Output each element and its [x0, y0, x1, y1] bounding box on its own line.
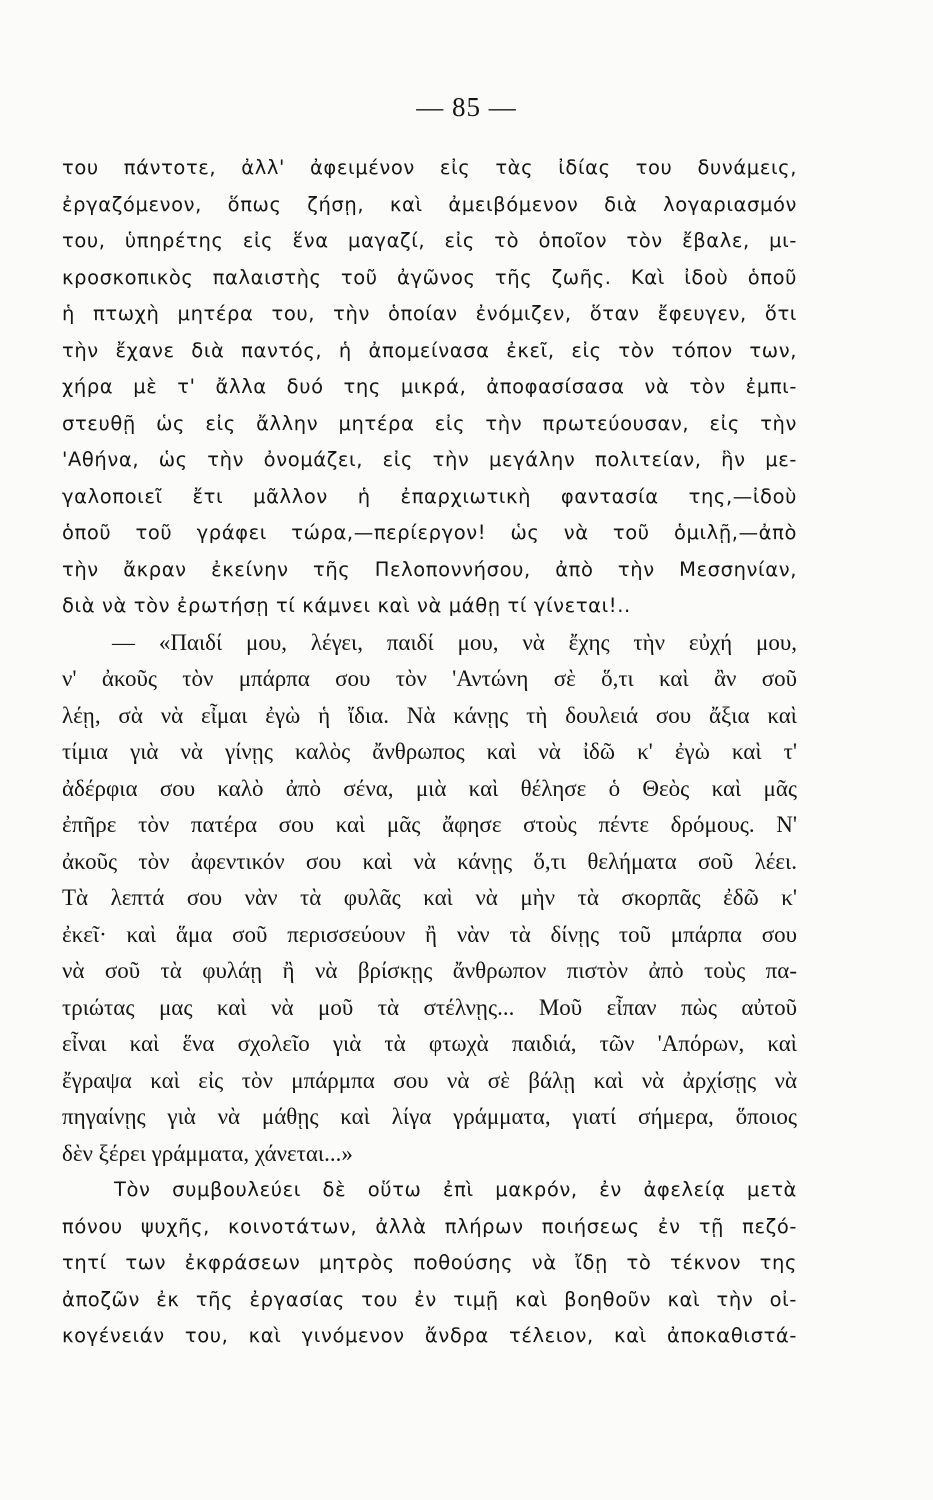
text-line: τὴν ἔχανε διὰ παντός, ἡ ἀπομείνασα ἐκεῖ, εἰς τὸν τόπον των, — [62, 338, 797, 362]
text-line: του πάντοτε, ἀλλ' ἀφειμένον εἰς τὰς ἰδίας του δυνάμεις, — [62, 156, 797, 179]
text-line: εἶναι καὶ ἕνα σχολεῖο γιὰ τὰ φτωχὰ παιδιά, τῶν 'Απόρων, καὶ — [62, 1031, 797, 1056]
text-line: ἐργαζόμενον, ὅπως ζήσῃ, καὶ ἀμειβόμενον διὰ λογαριασμόν — [62, 192, 797, 216]
text-line: τὴν ἄκραν ἐκείνην τῆς Πελοποννήσου, ἀπὸ τὴν Μεσσηνίαν, — [62, 557, 797, 581]
text-line: ἀδέρφια σου καλὸ ἀπὸ σένα, μιὰ καὶ θέλησε ὁ Θεὸς καὶ μᾶς — [62, 775, 797, 801]
text-line: ν' ἀκοῦς τὸν μπάρπα σου τὸν 'Αντώνη σὲ ὅ,τι καὶ ἂν σοῦ — [62, 666, 797, 691]
text-line: ἔγραψα καὶ εἰς τὸν μπάρμπα σου νὰ σὲ βάλῃ καὶ νὰ ἀρχίσῃς νὰ — [62, 1067, 797, 1093]
text-line: ἐκεῖ· καὶ ἅμα σοῦ περισσεύουν ἢ νὰν τὰ δίνῃς τοῦ μπάρπα σου — [62, 921, 797, 947]
text-line: ἡ πτωχὴ μητέρα του, τὴν ὁποίαν ἐνόμιζεν, ὅταν ἔφευγεν, ὅτι — [62, 302, 797, 325]
text-line: πόνου ψυχῆς, κοινοτάτων, ἀλλὰ πλήρων ποιήσεως ἐν τῇ πεζό- — [62, 1214, 797, 1238]
text-line: ἀποζῶν ἐκ τῆς ἐργασίας του ἐν τιμῇ καὶ βοηθοῦν καὶ τὴν οἰ- — [62, 1287, 797, 1311]
text-line: ὁποῦ τοῦ γράφει τώρα,—περίεργον! ὡς νὰ τοῦ ὁμιλῇ,—ἀπὸ — [62, 521, 797, 544]
text-line: ἐπῆρε τὸν πατέρα σου καὶ μᾶς ἄφησε στοὺς πέντε δρόμους. Ν' — [62, 812, 797, 837]
page-text — [62, 150, 797, 1355]
text-line: Τὰ λεπτά σου νὰν τὰ φυλᾶς καὶ νὰ μὴν τὰ σκορπᾶς ἐδῶ κ' — [62, 885, 797, 910]
text-line: διὰ νὰ τὸν ἐρωτήσῃ τί κάμνει καὶ νὰ μάθῃ τί γίνεται!.. — [62, 594, 631, 617]
text-line: γαλοποιεῖ ἔτι μᾶλλον ἡ ἐπαρχιωτικὴ φαντασία της,—ἰδοὺ — [62, 484, 797, 508]
text-line: λέῃ, σὰ νὰ εἶμαι ἐγὼ ἡ ἴδια. Νὰ κάνῃς τὴ δουλειά σου ἄξια καὶ — [62, 702, 797, 728]
text-line: χήρα μὲ τ' ἄλλα δυό της μικρά, ἀποφασίσασα νὰ τὸν ἐμπι- — [62, 375, 797, 398]
text-line: τητί των ἐκφράσεων μητρὸς ποθούσης νὰ ἴδῃ τὸ τέκνον της — [62, 1251, 797, 1274]
text-line: πηγαίνῃς γιὰ νὰ μάθῃς καὶ λίγα γράμματα, γιατί σήμερα, ὅποιος — [62, 1104, 797, 1129]
page-number: — 85 — — [416, 92, 517, 122]
text-line: ἀκοῦς τὸν ἀφεντικόν σου καὶ νὰ κάνῃς ὅ,τι θελήματα σοῦ λέει. — [62, 848, 797, 874]
text-line: νὰ σοῦ τὰ φυλάῃ ἢ νὰ βρίσκῃς ἄνθρωπον πιστὸν ἀπὸ τοὺς πα- — [62, 958, 797, 983]
text-line: Τὸν συμβουλεύει δὲ οὕτω ἐπὶ μακρόν, ἐν ἀφελείᾳ μετὰ — [114, 1178, 797, 1201]
text-line: κογένειάν του, καὶ γινόμενον ἄνδρα τέλειον, καὶ ἀποκαθιστά- — [62, 1324, 797, 1347]
text-line: στευθῇ ὡς εἰς ἄλλην μητέρα εἰς τὴν πρωτεύουσαν, εἰς τὴν — [62, 411, 797, 435]
text-line: δὲν ξέρει γράμματα, χάνεται...» — [62, 1140, 353, 1166]
text-line: — «Παιδί μου, λέγει, παιδί μου, νὰ ἔχης τὴν εὐχή μου, — [112, 629, 797, 655]
text-line: τίμια γιὰ νὰ γίνῃς καλὸς ἄνθρωπος καὶ νὰ ἰδῶ κ' ἐγὼ καὶ τ' — [62, 739, 797, 764]
text-line: 'Αθήνα, ὡς τὴν ὀνομάζει, εἰς τὴν μεγάλην πολιτείαν, ἣν με- — [62, 448, 797, 471]
text-line: κροσκοπικὸς παλαιστὴς τοῦ ἀγῶνος τῆς ζωῆς. Καὶ ἰδοὺ ὁποῦ — [62, 265, 797, 289]
text-line: τριώτας μας καὶ νὰ μοῦ τὰ στέλνῃς... Μοῦ εἶπαν πὼς αὐτοῦ — [62, 994, 797, 1020]
text-line: του, ὑπηρέτης εἰς ἕνα μαγαζί, εἰς τὸ ὁποῖον τὸν ἔβαλε, μι- — [62, 229, 797, 252]
